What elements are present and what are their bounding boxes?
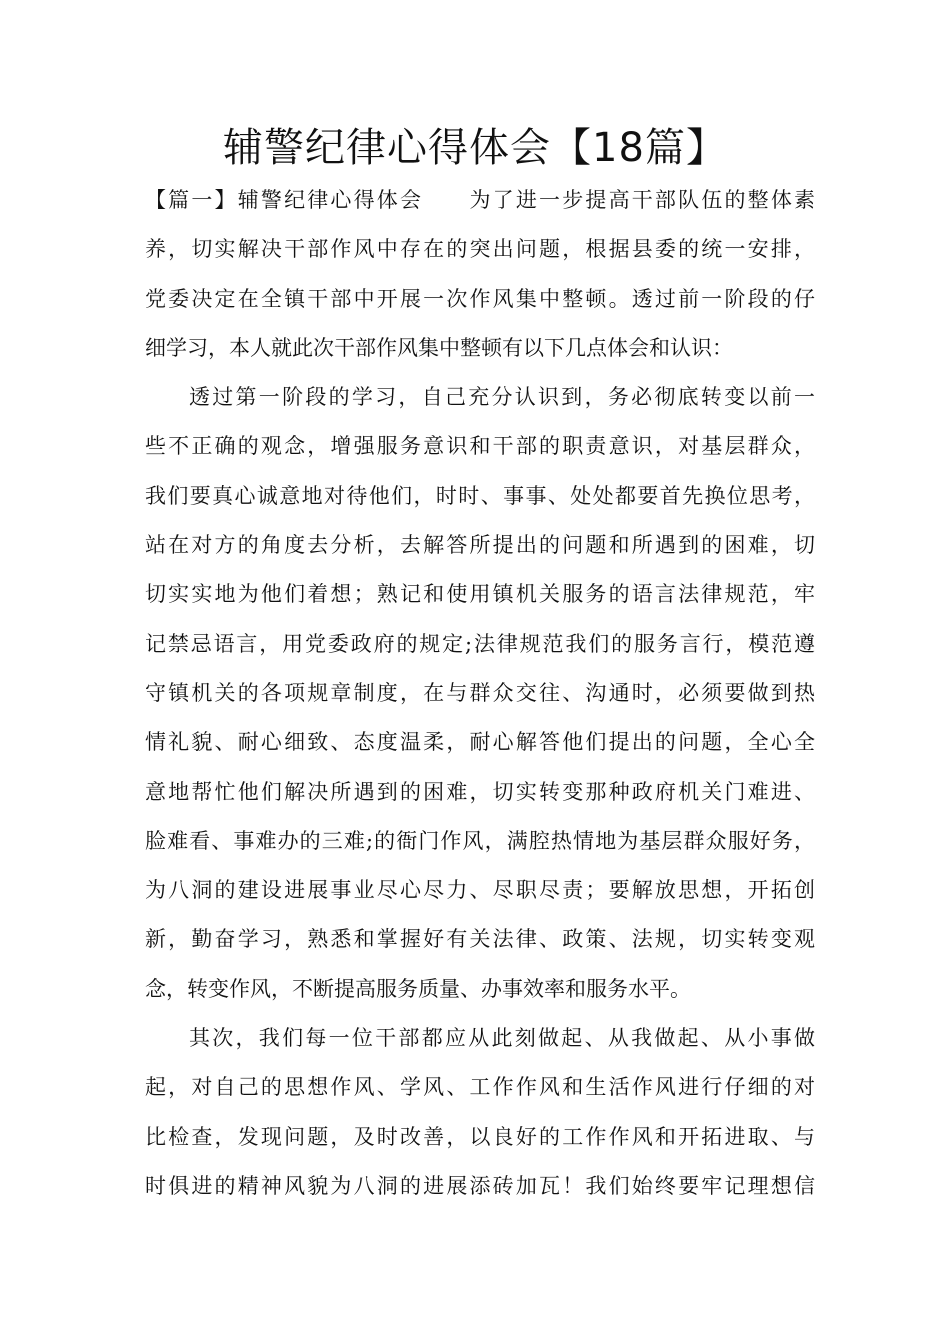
- paragraph-line: 些不正确的观念，增强服务意识和干部的职责意识，对基层群众，: [145, 434, 815, 459]
- paragraph-line: 脸难看、事难办的三难;的衙门作风，满腔热情地为基层群众服好务，: [145, 828, 815, 853]
- paragraph-line: 比检查，发现问题，及时改善，以良好的工作作风和开拓进取、与: [145, 1124, 815, 1149]
- paragraph-line: 党委决定在全镇干部中开展一次作风集中整顿。透过前一阶段的仔: [145, 286, 815, 311]
- paragraph-line: 切实实地为他们着想；熟记和使用镇机关服务的语言法律规范，牢: [145, 582, 815, 607]
- paragraph-line: 情礼貌、耐心细致、态度温柔，耐心解答他们提出的问题，全心全: [145, 730, 815, 755]
- paragraph-line: 记禁忌语言，用党委政府的规定;法律规范我们的服务言行，模范遵: [145, 631, 815, 656]
- paragraph-line: 念，转变作风，不断提高服务质量、办事效率和服务水平。: [145, 976, 691, 1001]
- paragraph-line: 起，对自己的思想作风、学风、工作作风和生活作风进行仔细的对: [145, 1075, 815, 1100]
- paragraph-line: 养，切实解决干部作风中存在的突出问题，根据县委的统一安排，: [145, 237, 815, 262]
- document-body: [145, 176, 815, 1211]
- paragraph-line: 透过第一阶段的学习，自己充分认识到，务必彻底转变以前一: [189, 385, 815, 410]
- paragraph-line: 细学习，本人就此次干部作风集中整顿有以下几点体会和认识：: [145, 335, 733, 360]
- paragraph-line: 意地帮忙他们解决所遇到的困难，切实转变那种政府机关门难进、: [145, 779, 815, 804]
- paragraph-line: 新，勤奋学习，熟悉和掌握好有关法律、政策、法规，切实转变观: [145, 927, 815, 952]
- paragraph-line: 其次，我们每一位干部都应从此刻做起、从我做起、从小事做: [189, 1026, 815, 1051]
- paragraph-line: 为八洞的建设进展事业尽心尽力、尽职尽责；要解放思想，开拓创: [145, 878, 815, 903]
- paragraph-line: 时俱进的精神风貌为八洞的进展添砖加瓦！我们始终要牢记理想信: [145, 1173, 815, 1198]
- paragraph-line: 站在对方的角度去分析，去解答所提出的问题和所遇到的困难，切: [145, 533, 815, 558]
- paragraph-line: 守镇机关的各项规章制度，在与群众交往、沟通时，必须要做到热: [145, 680, 815, 705]
- paragraph-line: 【篇一】辅警纪律心得体会 为了进一步提高干部队伍的整体素: [145, 188, 815, 212]
- paragraph-line: 我们要真心诚意地对待他们，时时、事事、处处都要首先换位思考，: [145, 483, 815, 508]
- document-title: 辅警纪律心得体会【18篇】: [223, 125, 727, 171]
